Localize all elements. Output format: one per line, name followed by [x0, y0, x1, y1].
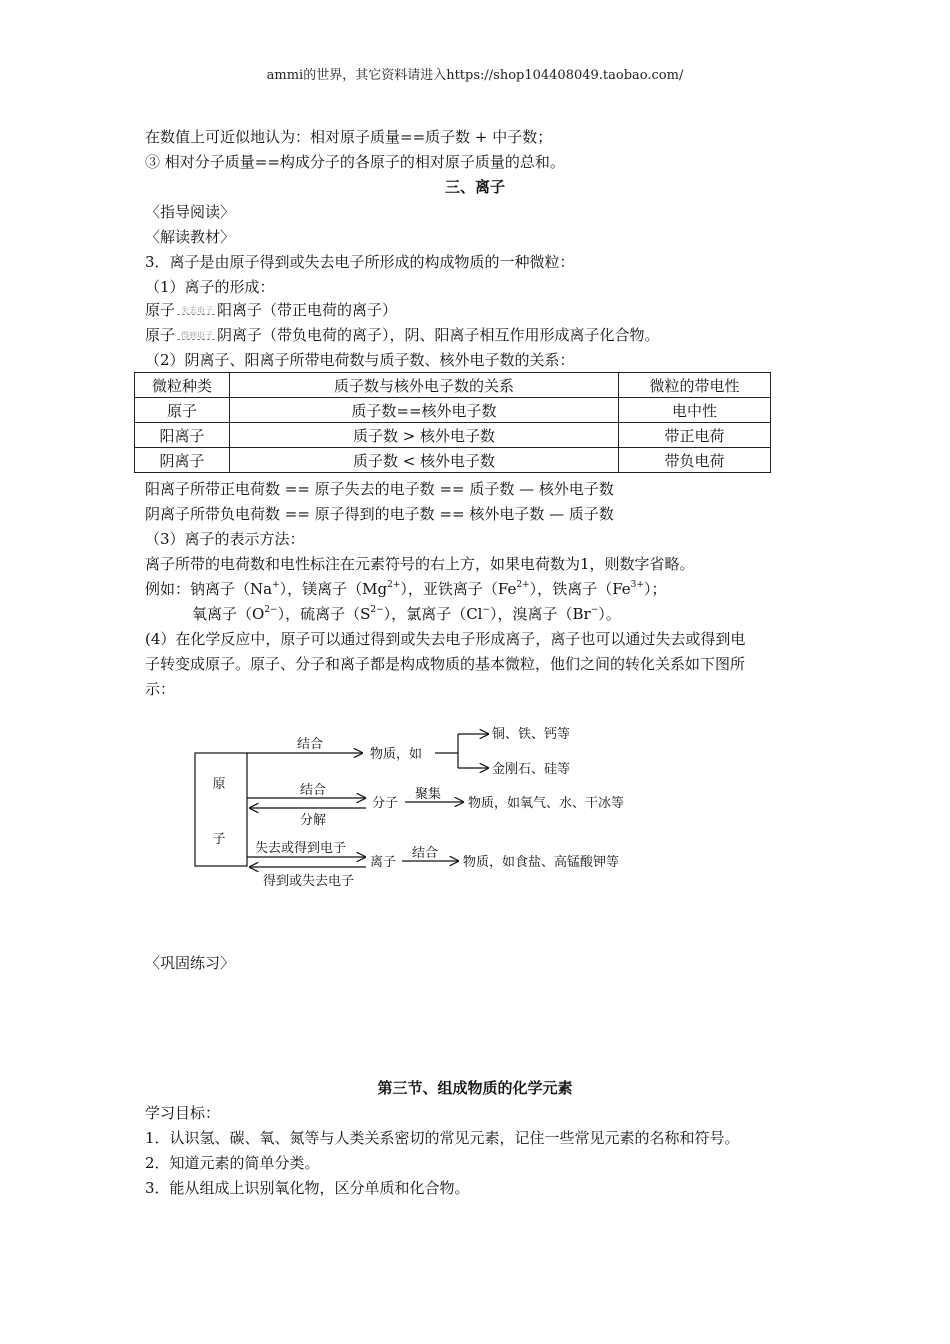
- arrow-label: 得到电子: [181, 331, 214, 340]
- text: 例如：: [145, 580, 191, 598]
- table-header: 质子数与核外电子数的关系: [230, 373, 619, 398]
- atom-label-bottom: 子: [212, 832, 226, 847]
- label-metals: 铜、铁、钙等: [492, 727, 571, 742]
- table-header-row: [135, 373, 771, 398]
- text: ）。: [598, 605, 621, 623]
- table-cell: 带正电荷: [619, 423, 771, 448]
- label-ion: 离子: [370, 855, 397, 870]
- section-title: 第三节、组成物质的化学元素: [377, 1079, 573, 1097]
- arrow-icon: [175, 304, 217, 318]
- text: 钠离子（Na: [190, 580, 273, 598]
- table-cell: 阳离子: [135, 423, 230, 448]
- table-cell: 带负电荷: [619, 448, 771, 473]
- text-line: 阳离子所带正电荷数 == 原子失去的电子数 == 质子数 — 核外电子数: [145, 480, 614, 498]
- text-line: ③ 相对分子质量==构成分子的各原子的相对原子质量的总和。: [145, 153, 565, 171]
- charge: −: [590, 605, 599, 615]
- charge: 2−: [370, 605, 384, 615]
- text-line: （2）阴离子、阳离子所带电荷数与质子数、核外电子数的关系：: [145, 351, 575, 369]
- charge: +: [272, 580, 280, 590]
- label-molecule-substance: 物质，如氧气、水、干冰等: [468, 796, 625, 811]
- table-cell: 质子数 > 核外电子数: [230, 423, 619, 448]
- text-line: （1）离子的形成：: [145, 278, 275, 296]
- text-line: 示：: [145, 680, 176, 698]
- conversion-diagram: [190, 718, 660, 898]
- text: ）；: [643, 580, 667, 598]
- label-gain-lose: 得到或失去电子: [263, 874, 355, 889]
- label-decompose: 分解: [300, 813, 327, 828]
- label-ion-substance: 物质，如食盐、高锰酸钾等: [463, 855, 620, 870]
- ion-examples-line2: [192, 603, 621, 625]
- atom-box: [195, 753, 247, 866]
- arrow-icon: [175, 329, 217, 343]
- section-title: 三、离子: [444, 178, 505, 196]
- text: 阴离子（带负电荷的离子），阴、阳离子相互作用形成离子化合物。: [217, 326, 660, 344]
- table-cell: 电中性: [619, 398, 771, 423]
- charge: 2+: [516, 580, 530, 590]
- text: 原子: [145, 301, 176, 319]
- label-combine-1: 结合: [297, 737, 324, 752]
- label-combine-3: 结合: [412, 846, 439, 861]
- text-line: 〈巩固练习〉: [145, 954, 236, 972]
- arrow-label: 失去电子: [181, 306, 214, 315]
- text: 铁离子（Fe: [552, 580, 631, 598]
- text: ），: [400, 580, 423, 598]
- text: 镁离子（Mg: [302, 580, 388, 598]
- text: 硫离子（S: [300, 605, 371, 623]
- table-row: [135, 398, 771, 423]
- charge: 2−: [264, 605, 278, 615]
- ion-formation-cation: [145, 299, 397, 321]
- text-line: 在数值上可近似地认为：相对原子质量==质子数 + 中子数；: [145, 128, 553, 146]
- charge: −: [482, 605, 491, 615]
- page-header: ammi的世界，其它资料请进入https://shop104408049.taobao.com/: [266, 68, 684, 83]
- text: 溴离子（Br: [512, 605, 591, 623]
- table-header: 微粒的带电性: [619, 373, 771, 398]
- text-line: 2．知道元素的简单分类。: [145, 1154, 320, 1172]
- text: ），: [279, 580, 303, 598]
- table-header: 微粒种类: [135, 373, 230, 398]
- table-cell: 原子: [135, 398, 230, 423]
- label-lose-gain: 失去或得到电子: [255, 841, 347, 856]
- atom-label-top: 原: [212, 777, 226, 792]
- text-line: 1．认识氢、碳、氧、氮等与人类关系密切的常见元素，记住一些常见元素的名称和符号。: [145, 1129, 740, 1147]
- label-substance: 物质，如: [370, 747, 423, 762]
- text: ），: [277, 605, 301, 623]
- text-line: 阴离子所带负电荷数 == 原子得到的电子数 == 核外电子数 — 质子数: [145, 505, 614, 523]
- text-line: (4）在化学反应中，原子可以通过得到或失去电子形成离子，离子也可以通过失去或得到电: [145, 630, 746, 648]
- ion-table: [134, 372, 771, 473]
- text-line: 离子所带的电荷数和电性标注在元素符号的右上方，如果电荷数为1，则数字省略。: [145, 555, 695, 573]
- text: 氯离子（Cl: [406, 605, 483, 623]
- text: 阳离子（带正电荷的离子）: [217, 301, 398, 319]
- table-cell: 质子数==核外电子数: [230, 398, 619, 423]
- text: 原子: [145, 326, 176, 344]
- text-line: 学习目标：: [145, 1104, 221, 1122]
- text-line: 〈指导阅读〉: [145, 203, 236, 221]
- table-cell: 质子数 < 核外电子数: [230, 448, 619, 473]
- text: 氧离子（O: [192, 605, 265, 623]
- text-line: （3）离子的表示方法：: [145, 530, 305, 548]
- text: 亚铁离子（Fe: [422, 580, 517, 598]
- text-line: 〈解读教材〉: [145, 228, 236, 246]
- label-nonmetals: 金刚石、硅等: [492, 762, 571, 777]
- text: ），: [529, 580, 553, 598]
- text: ），: [383, 605, 407, 623]
- text-line: 3．能从组成上识别氧化物，区分单质和化合物。: [145, 1179, 470, 1197]
- text-line: 3．离子是由原子得到或失去电子所形成的构成物质的一种微粒：: [145, 253, 575, 271]
- text-line: 子转变成原子。原子、分子和离子都是构成物质的基本微粒，他们之间的转化关系如下图所: [145, 655, 746, 673]
- table-row: [135, 423, 771, 448]
- label-gather: 聚集: [415, 787, 442, 802]
- label-combine-2: 结合: [300, 783, 327, 798]
- ion-examples-line1: [145, 578, 666, 600]
- label-molecule: 分子: [372, 796, 399, 811]
- table-row: [135, 448, 771, 473]
- text: ），: [490, 605, 513, 623]
- charge: 3+: [630, 580, 644, 590]
- ion-formation-anion: [145, 324, 660, 346]
- charge: 2+: [387, 580, 401, 590]
- table-cell: 阴离子: [135, 448, 230, 473]
